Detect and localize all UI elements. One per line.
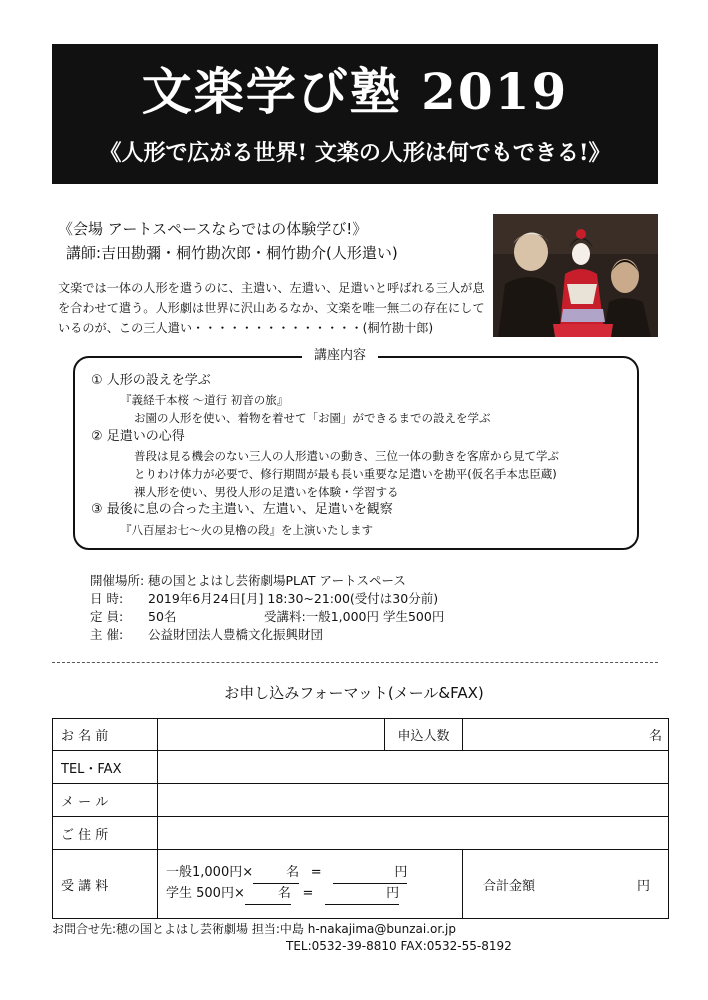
general-yen: 円: [394, 865, 408, 880]
student-fee-line: [166, 884, 462, 905]
name-field[interactable]: [158, 719, 385, 751]
student-count-unit: 名: [277, 886, 291, 901]
course-item-2-line-2: とりわけ体力が必要で、修行期間が最も長い重要な足遣いを勘平(仮名手本忠臣蔵): [134, 467, 557, 481]
fee-label: 受 講 料: [53, 850, 158, 919]
total-unit: 円: [636, 878, 650, 894]
header-banner: [52, 44, 658, 184]
form-title: お申し込みフォーマット(メール&FAX): [224, 684, 484, 702]
detail-date-label: 日 時:: [90, 591, 124, 606]
student-price: 学生 500円×: [166, 886, 245, 901]
detail-date: [90, 591, 438, 607]
address-field[interactable]: [158, 817, 669, 850]
general-price: 一般1,000円×: [166, 865, 254, 880]
applicants-unit: 名: [648, 729, 662, 744]
contact-phone: TEL:0532-39-8810 FAX:0532-55-8192: [286, 939, 512, 953]
course-item-2-heading: ② 足遣いの心得: [91, 429, 185, 444]
detail-host: [90, 627, 323, 643]
student-equals: =: [302, 886, 314, 901]
address-label: ご 住 所: [53, 817, 158, 850]
general-fee-line: [166, 863, 462, 884]
detail-venue-value: 穂の国とよはし芸術劇場PLAT アートスペース: [148, 573, 406, 588]
detail-capacity-value: 50名: [148, 609, 177, 624]
applicants-field[interactable]: [463, 719, 669, 751]
instructors-line: 講師:吉田勘彌・桐竹勘次郎・桐竹勘介(人形遣い): [66, 244, 398, 262]
detail-venue-label: 開催場所:: [90, 573, 145, 588]
student-count-field[interactable]: [245, 884, 291, 905]
mail-field[interactable]: [158, 784, 669, 817]
general-amount-field[interactable]: [333, 863, 407, 884]
detail-host-label: 主 催:: [90, 627, 124, 642]
fee-calculation: [158, 850, 463, 919]
form-row-tel: [53, 751, 669, 784]
venue-tagline: 《会場 アートスペースならではの体験学び!》: [58, 220, 368, 238]
form-row-fee: [53, 850, 669, 919]
course-item-1-line-2: お園の人形を使い、着物を着せて「お園」ができるまでの設えを学ぶ: [134, 411, 491, 425]
total-amount-field[interactable]: [463, 850, 669, 919]
course-item-2-line-1: 普段は見る機会のない三人の人形遣いの動き、三位一体の動きを客席から見て学ぶ: [134, 449, 560, 463]
course-item-3-line-1: 『八百屋お七〜火の見櫓の段』を上演いたします: [120, 523, 373, 537]
course-content-title: 講座内容: [302, 347, 378, 365]
application-form-table: [52, 718, 669, 919]
course-item-1-line-1: 『義経千本桜 〜道行 初音の旅』: [120, 393, 289, 407]
page-title: 文楽学び塾 2019: [141, 62, 569, 121]
form-row-mail: [53, 784, 669, 817]
tel-fax-label: TEL・FAX: [53, 751, 158, 784]
detail-venue: [90, 573, 406, 589]
detail-fee: 受講料:一般1,000円 学生500円: [264, 609, 445, 624]
puppet-photo-illustration: [493, 214, 658, 337]
contact-info: お問合せ先:穂の国とよはし芸術劇場 担当:中島 h-nakajima@bunzai.or.jp: [52, 922, 456, 936]
detail-capacity-label: 定 員:: [90, 609, 124, 624]
tel-fax-field[interactable]: [158, 751, 669, 784]
course-item-2-line-3: 裸人形を使い、男役人形の足遣いを体験・学習する: [134, 485, 399, 499]
form-row-address: [53, 817, 669, 850]
applicants-label: 申込人数: [385, 719, 463, 751]
detail-host-value: 公益財団法人豊橋文化振興財団: [148, 627, 324, 642]
dashed-divider: [52, 662, 658, 663]
course-item-1-heading: ① 人形の設えを学ぶ: [91, 373, 211, 388]
general-count-unit: 名: [286, 865, 300, 880]
page-subtitle: 《人形で広がる世界! 文楽の人形は何でもできる!》: [99, 140, 611, 166]
total-label: 合計金額: [483, 878, 536, 894]
name-label: お 名 前: [53, 719, 158, 751]
mail-label: メ ー ル: [53, 784, 158, 817]
puppeteers-photo: [493, 214, 658, 337]
student-yen: 円: [386, 886, 400, 901]
form-row-name: [53, 719, 669, 751]
course-item-3-heading: ③ 最後に息の合った主遣い、左遣い、足遣いを観察: [91, 502, 393, 517]
intro-description: 文楽では一体の人形を遣うのに、主遣い、左遣い、足遣いと呼ばれる三人が息を合わせて遣う。人形劇は世界に沢山あるなか、文楽を唯一無二の存在にしているのが、この三人遣い・・・・・・・・・・・・・・(桐竹勘十郎): [58, 281, 485, 335]
student-amount-field[interactable]: [325, 884, 399, 905]
detail-date-value: 2019年6月24日[月] 18:30~21:00(受付は30分前): [148, 591, 439, 606]
general-count-field[interactable]: [253, 863, 299, 884]
detail-capacity: [90, 609, 444, 625]
general-equals: =: [310, 865, 322, 880]
